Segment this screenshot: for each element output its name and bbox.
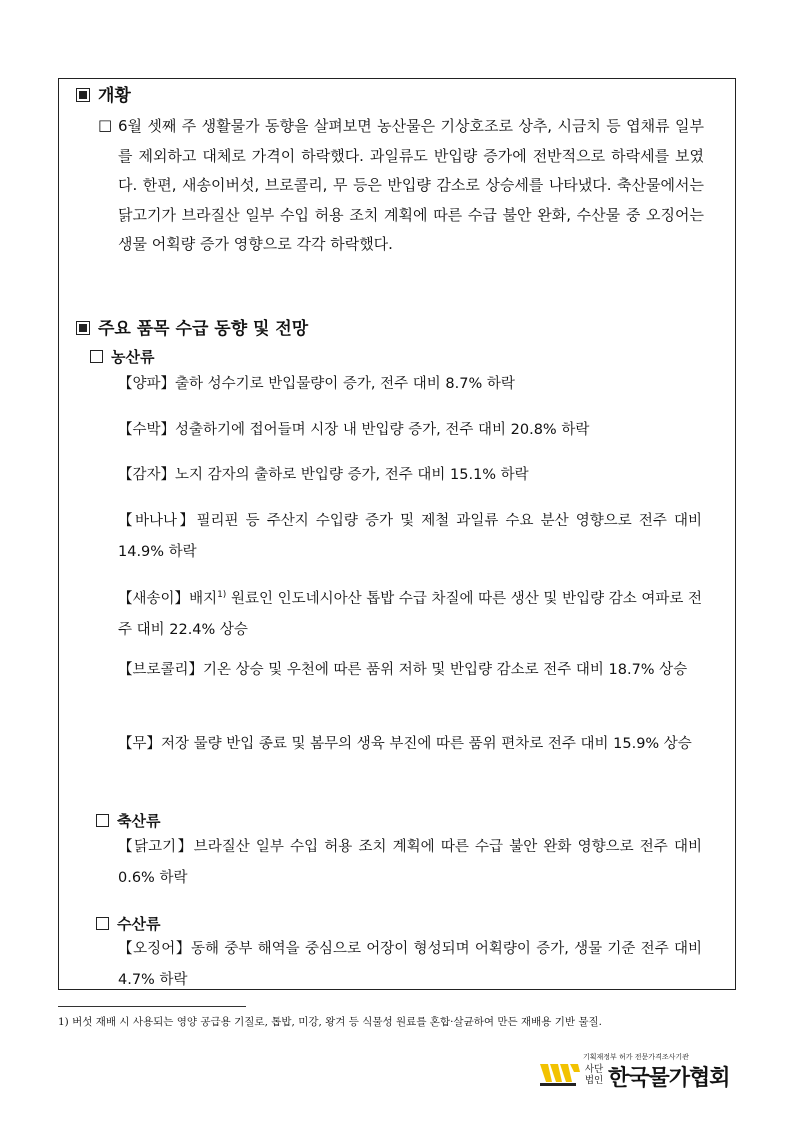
- item-text: 동해 중부 해역을 중심으로 어장이 형성되며 어획량이 증가, 생물 기준 전주 대비 4.7% 하락: [118, 941, 702, 988]
- overview-title: 개황: [98, 86, 131, 106]
- filled-square-icon: [76, 88, 90, 102]
- overview-heading: [76, 81, 131, 106]
- item-text: 출하 성수기로 반입물량이 증가, 전주 대비 8.7% 하락: [175, 376, 515, 392]
- logo-name: 한국물가협회: [608, 1066, 730, 1091]
- overview-text: 6월 셋째 주 생활물가 동향을 살펴보면 농산물은 기상호조로 상추, 시금치 등 엽채류 일부를 제외하고 대체로 가격이 하락했다. 과일류도 반입량 증가에 전반적으로 하락세를 보였다. 한편, 새송이버섯, 브로콜리, 무 등은 반입량 감소로 상승세를 나타냈다. 축산물에서는 닭고기가 브라질산 일부 수입 허용 조치 계획에 따른 수급 불안 완화, 수산물 중 오징어는 생물 어획량 증가 영향으로 각각 하락했다.: [118, 117, 704, 253]
- item-tag: 【브로콜리】: [118, 662, 204, 678]
- item-tag: 【양파】: [118, 376, 176, 392]
- livestock-heading: [96, 810, 160, 831]
- main-section-title: 주요 품목 수급 동향 및 전망: [98, 319, 309, 339]
- item-text: 노지 감자의 출하로 반입량 증가, 전주 대비 15.1% 하락: [175, 467, 529, 483]
- kpa-emblem-icon: [540, 1060, 580, 1088]
- hollow-square-icon: [96, 814, 109, 827]
- list-item: [118, 832, 702, 894]
- item-text: 원료인 인도네시아산 톱밥 수급 차질에 따른 생산 및 반입량 감소 여파로 전주 대비 22.4% 상승: [118, 590, 702, 638]
- livestock-title: 축산류: [117, 812, 161, 830]
- footnote-reference: 1): [217, 590, 227, 600]
- footnote-text: 1) 버섯 재배 시 사용되는 영양 공급용 기질로, 톱밥, 미강, 왕겨 등 식물성 원료를 혼합·살균하여 만든 재배용 기반 물질.: [58, 1016, 602, 1028]
- list-item: [118, 934, 702, 996]
- hollow-square-icon: [96, 917, 109, 930]
- footnote-divider: [58, 1006, 246, 1007]
- item-tag: 【새송이】: [118, 590, 190, 607]
- hollow-square-icon: [90, 350, 103, 363]
- agri-heading: [90, 346, 154, 367]
- marine-heading: [96, 913, 160, 934]
- item-text: 저장 물량 반입 종료 및 봄무의 생육 부진에 따른 품위 편차로 전주 대비 15.9% 상승: [161, 736, 692, 752]
- overview-paragraph: [98, 112, 704, 260]
- kpa-logo: [540, 1052, 740, 1092]
- item-text: 성출하기에 접어들며 시장 내 반입량 증가, 전주 대비 20.8% 하락: [175, 422, 590, 438]
- list-item: [118, 460, 702, 491]
- item-tag: 【무】: [118, 736, 162, 752]
- main-section-heading: [76, 314, 308, 339]
- item-text: 브라질산 일부 수입 허용 조치 계획에 따른 수급 불안 완화 영향으로 전주 대비 0.6% 하락: [118, 839, 702, 886]
- list-item: [118, 369, 702, 400]
- item-tag: 【닭고기】: [118, 839, 194, 855]
- list-item: [118, 506, 702, 568]
- item-tag: 【수박】: [118, 422, 176, 438]
- filled-square-icon: [76, 321, 90, 335]
- item-tag: 【감자】: [118, 467, 176, 483]
- item-tag: 【바나나】: [118, 513, 197, 529]
- list-item: [118, 729, 702, 760]
- marine-title: 수산류: [117, 915, 161, 933]
- item-text: 필리핀 등 주산지 수입량 증가 및 제철 과일류 수요 분산 영향으로 전주 대비 14.9% 하락: [118, 513, 702, 560]
- list-item: [118, 415, 702, 446]
- hollow-square-icon: □: [98, 116, 113, 134]
- list-item: [118, 655, 702, 686]
- list-item: [118, 580, 702, 646]
- agri-title: 농산류: [111, 348, 155, 366]
- item-tag: 【오징어】: [118, 941, 192, 957]
- logo-tagline: 기획재정부 허가 전문가격조사기관: [583, 1053, 689, 1061]
- item-text: 배지: [189, 590, 218, 607]
- logo-corp: 사단법인: [584, 1064, 604, 1086]
- item-text: 기온 상승 및 우천에 따른 품위 저하 및 반입량 감소로 전주 대비 18.7% 상승: [203, 662, 688, 678]
